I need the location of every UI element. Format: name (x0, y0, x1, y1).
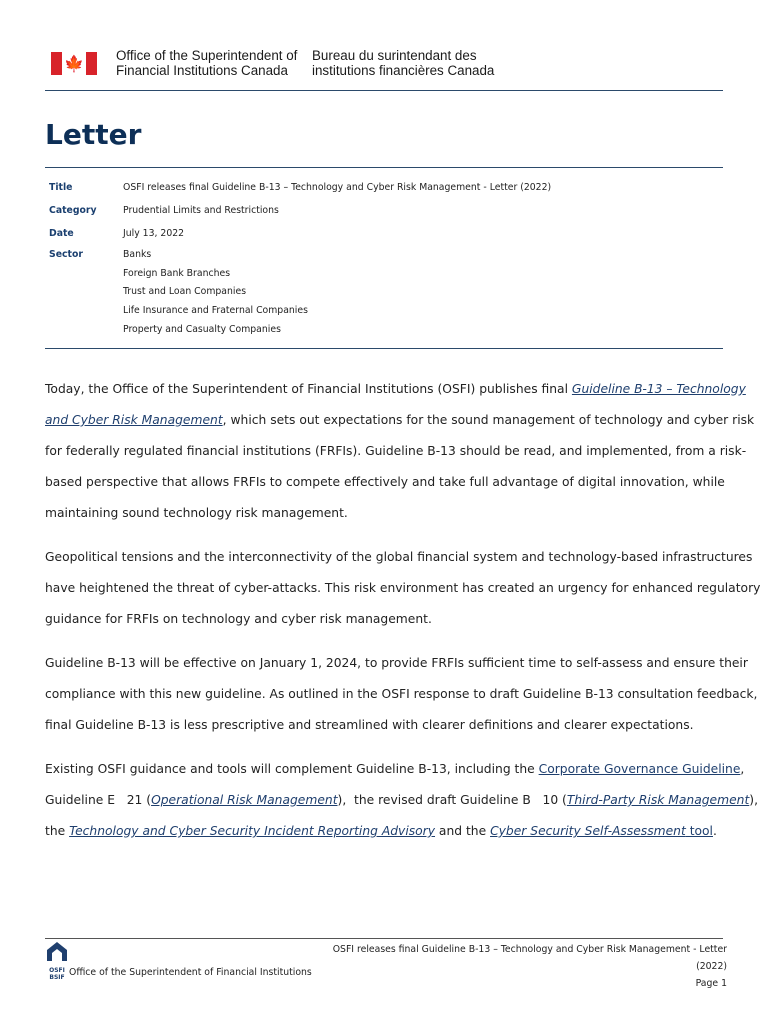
page-header (51, 48, 723, 90)
osfi-logo-text: OSFI (49, 967, 65, 974)
sector-item: Banks (123, 249, 152, 260)
paragraph-1: Today, the Office of the Superintendent of Financial Institutions (OSFI) publishes final Guideline B-13 – Technology and Cyber Risk Management, which sets out expectations for the sound management of technology and cyber risk for federally regulated financial institutions (FRFIs). Guideline B-13 should be read, and implemented, from a risk- based perspective that allows FRFIs to compete effectively and take full advantage of digital innovation, while maintaining sound technology risk management. (45, 382, 755, 520)
corporate-governance-guideline-link[interactable]: Corporate Governance Guideline (538, 762, 741, 776)
header-divider (45, 90, 723, 91)
bsif-logo-text: BSIF (49, 974, 65, 981)
paragraph-4: Existing OSFI guidance and tools will complement Guideline B-13, including the Corporate Governance Guideline, Guideline E 21 (Operational Risk Management), the revised draft Guideline B 10 (Third-Party Risk Management), the Technology and Cyber Security Incident Reporting Advisory and the Cyber Security Self-Assessment tool. (45, 762, 758, 838)
meta-divider (45, 348, 723, 349)
org-name-french: Bureau du surintendant des institutions financières Canada (312, 48, 495, 78)
meta-label-sector: Sector (49, 249, 83, 260)
canada-flag-icon: 🍁 (51, 52, 97, 75)
footer-page-number: Page 1 (695, 978, 727, 989)
sector-item: Property and Casualty Companies (123, 323, 281, 335)
footer-document-title: OSFI releases final Guideline B-13 – Technology and Cyber Risk Management - Letter (2022) (332, 944, 727, 972)
footer-org-name: Office of the Superintendent of Financial Institutions (69, 967, 312, 978)
operational-risk-management-link[interactable]: Operational Risk Management (151, 793, 338, 807)
guideline-b13-link[interactable]: Guideline B-13 – Technology (571, 382, 746, 396)
sector-item: Life Insurance and Fraternal Companies (123, 305, 308, 317)
meta-value-date: July 13, 2022 (123, 228, 185, 239)
page-title: Letter (45, 118, 142, 151)
cyber-security-self-assessment-link[interactable]: Cyber Security Self-Assessment tool (490, 824, 713, 838)
incident-reporting-advisory-link[interactable]: Technology and Cyber Security Incident Reporting Advisory (69, 824, 436, 838)
paragraph-3: Guideline B-13 will be effective on January 1, 2024, to provide FRFIs sufficient time to self-assess and ensure their compliance with this new guideline. As outlined in the OSFI response to draft Guideline B-13 consultation feedback, final Guideline B-13 is less prescriptive and streamlined with clearer definitions and clearer expectations. (45, 656, 758, 732)
org-name-english: Office of the Superintendent of Financial Institutions Canada (116, 48, 298, 78)
sector-item: Trust and Loan Companies (123, 286, 247, 298)
meta-value-title: OSFI releases final Guideline B-13 – Technology and Cyber Risk Management - Letter (2022) (123, 182, 552, 193)
letter-body (45, 374, 761, 860)
meta-label-date: Date (49, 228, 74, 239)
paragraph-2: Geopolitical tensions and the interconnectivity of the global financial system and technology-based infrastructures have heightened the threat of cyber-attacks. This risk environment has created an urgency for enhanced regulatory guidance for FRFIs on technology and cyber risk management. (45, 550, 761, 626)
osfi-logo-icon (45, 941, 69, 981)
footer-divider (45, 938, 723, 939)
meta-label-category: Category (49, 205, 97, 216)
meta-label-title: Title (49, 182, 73, 193)
third-party-risk-management-link[interactable]: Third-Party Risk Management (566, 793, 750, 807)
meta-value-category: Prudential Limits and Restrictions (123, 205, 279, 216)
guideline-b13-link-continued[interactable]: and Cyber Risk Management (45, 413, 223, 427)
meta-value-sector-list (123, 246, 308, 340)
sector-item: Foreign Bank Branches (123, 267, 231, 279)
title-divider (45, 167, 723, 168)
